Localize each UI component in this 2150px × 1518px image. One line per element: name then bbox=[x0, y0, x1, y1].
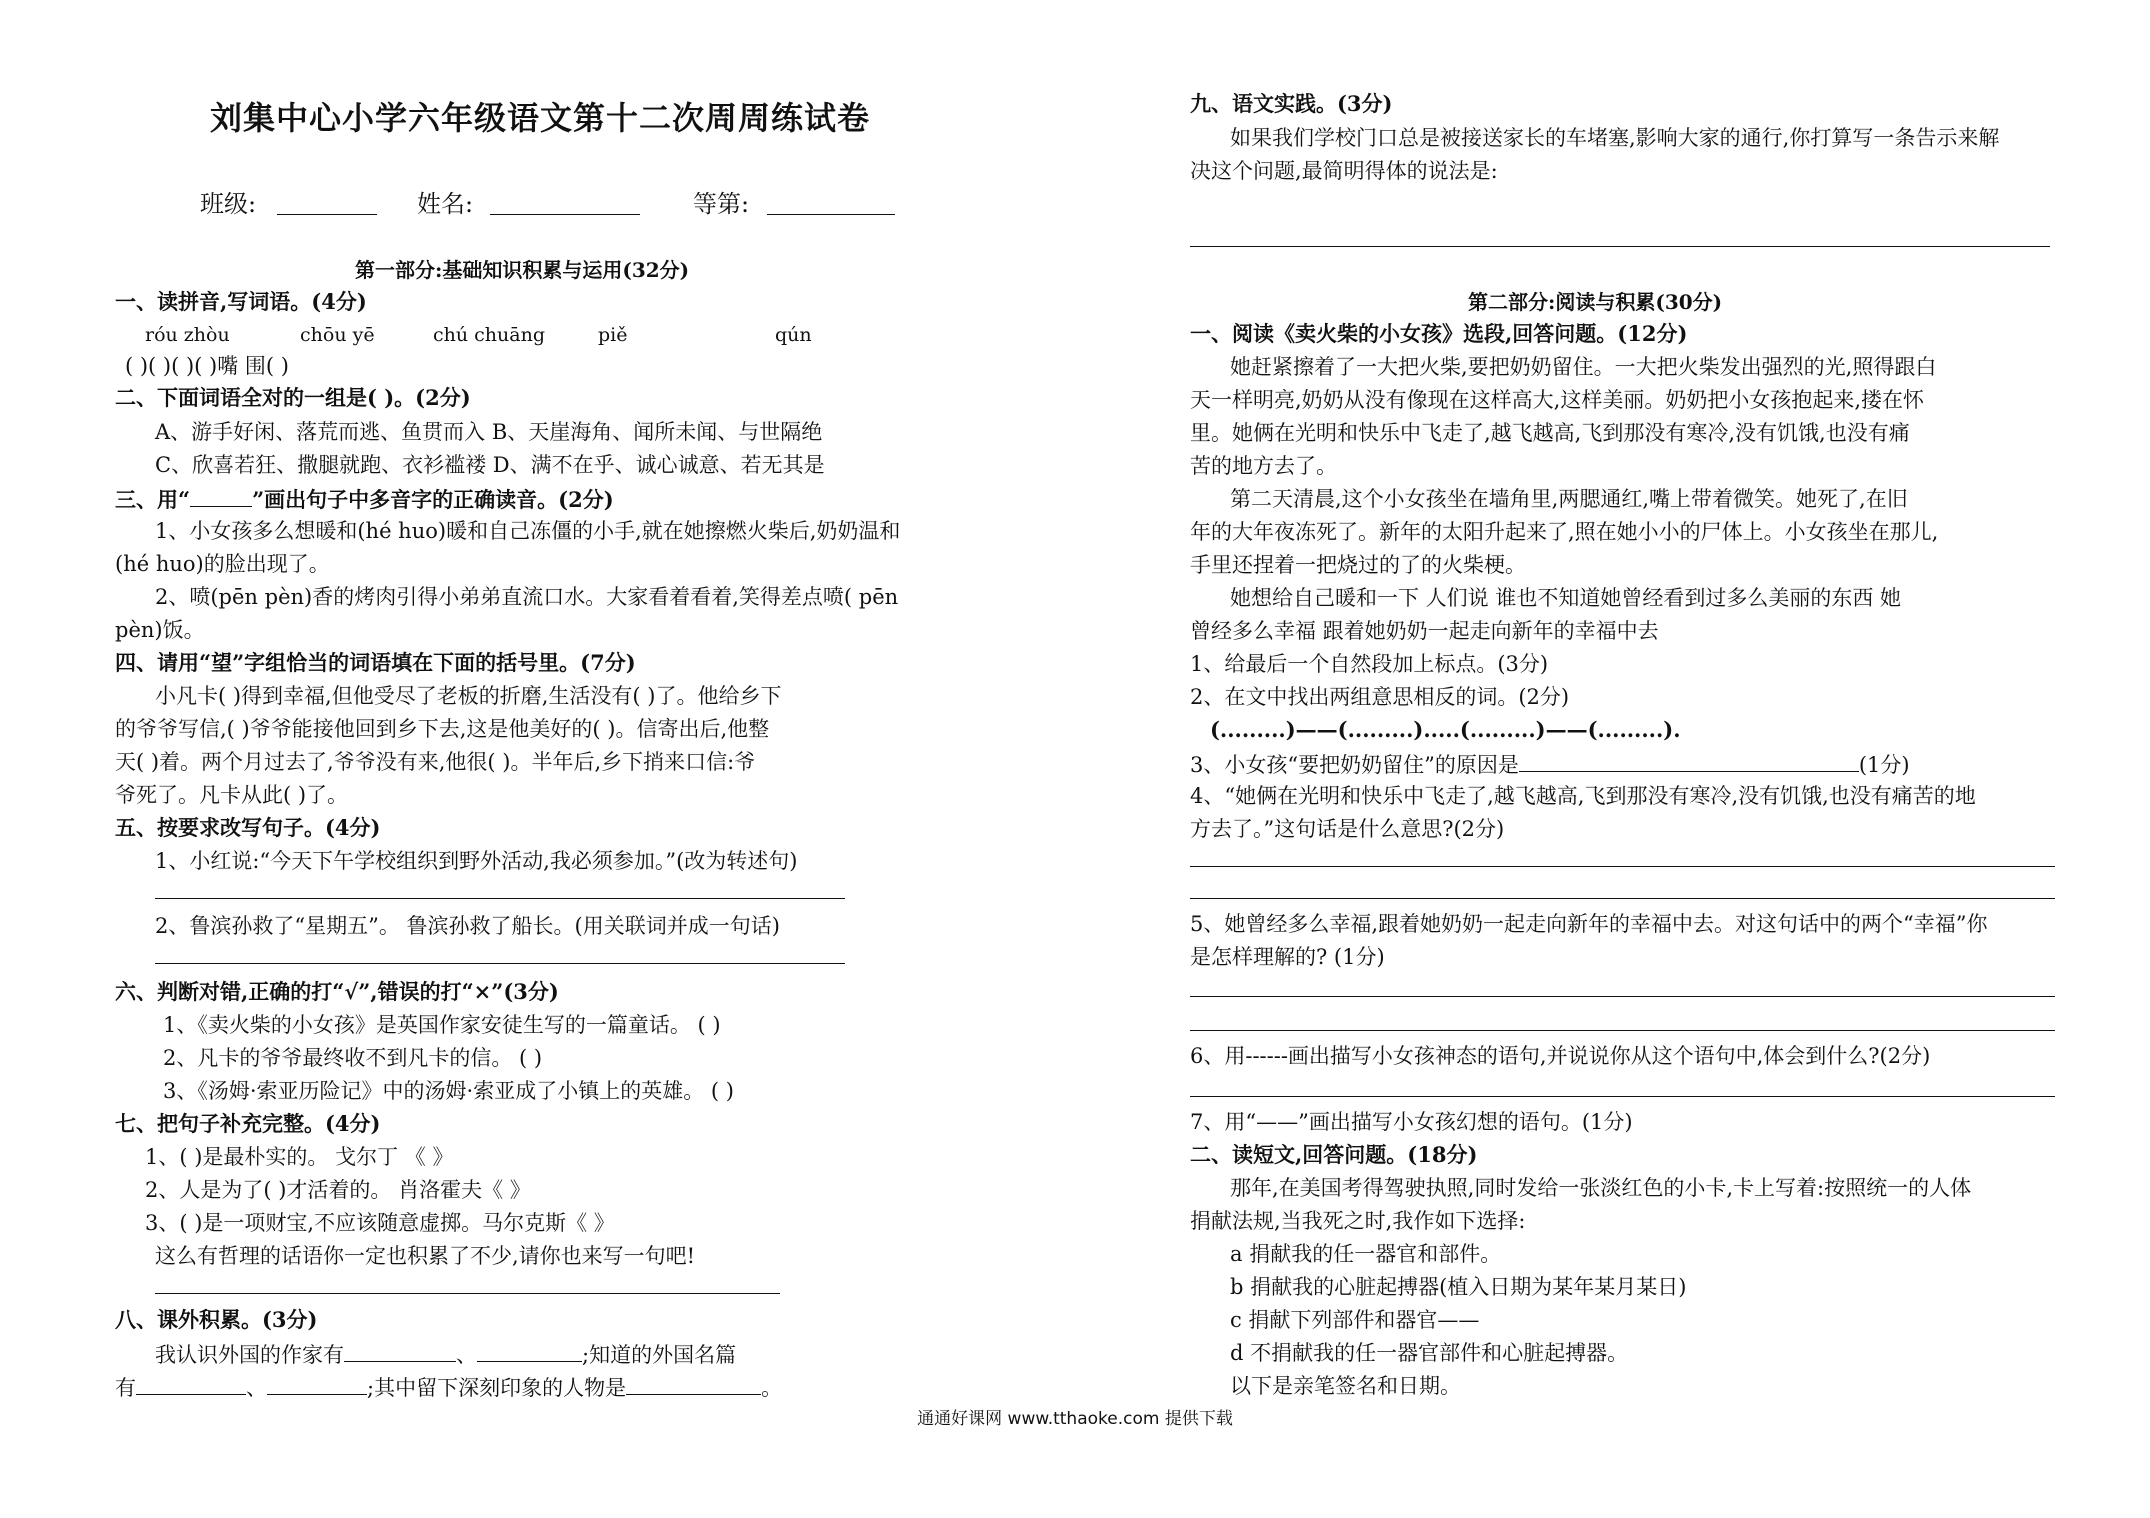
q8-period: 。 bbox=[761, 1376, 783, 1400]
r1-p3-line-1[interactable]: 她想给自己暖和一下 人们说 谁也不知道她曾经看到过多么美丽的东西 她 bbox=[1230, 586, 1902, 610]
q9-line-2: 决这个问题,最简明得体的说法是: bbox=[1190, 159, 1498, 183]
part2-heading: 第二部分:阅读与积累(30分) bbox=[1468, 290, 1723, 314]
r1-q4-answer-line-1[interactable] bbox=[1190, 866, 2055, 867]
q5-title: 五、按要求改写句子。(4分) bbox=[115, 815, 381, 840]
q6-statement-3[interactable]: 3、《汤姆·索亚历险记》中的汤姆·索亚成了小镇上的英雄。 ( ) bbox=[163, 1079, 734, 1103]
pinyin-3: chú chuāng bbox=[433, 324, 545, 346]
q8-line-2 bbox=[115, 1372, 782, 1402]
q8-author-blank-1[interactable] bbox=[344, 1339, 456, 1362]
q6-title: 六、判断对错,正确的打“√”,错误的打“×”(3分) bbox=[115, 979, 559, 1004]
r1-question-5b: 是怎样理解的? (1分) bbox=[1190, 945, 1385, 969]
q3-sentence-2a: 2、喷(pēn pèn)香的烤肉引得小弟弟直流口水。大家看着看着,笑得差点喷( pēn bbox=[155, 585, 899, 609]
q3-title-end: ”画出句子中多音字的正确读音。(2分) bbox=[252, 487, 614, 512]
q8-line-1 bbox=[155, 1339, 736, 1369]
q8-sep-1: 、 bbox=[456, 1343, 477, 1367]
q3-sentence-1a: 1、小女孩多么想暖和(hé huo)暖和自己冻僵的小手,就在她擦燃火柴后,奶奶温和 bbox=[155, 519, 901, 543]
name-field[interactable] bbox=[490, 214, 640, 215]
footer-credit: 通通好课网 www.tthaoke.com 提供下载 bbox=[917, 1409, 1233, 1429]
r2-line-2: 捐献法规,当我死之时,我作如下选择: bbox=[1190, 1209, 1526, 1233]
r1-question-3-text: 3、小女孩“要把奶奶留住”的原因是 bbox=[1190, 753, 1519, 777]
r1-p1-line-4: 苦的地方去了。 bbox=[1190, 454, 1337, 478]
q2-options-cd: C、欣喜若狂、撒腿就跑、衣衫褴褛 D、满不在乎、诚心诚意、若无其是 bbox=[155, 453, 825, 477]
r1-q4-answer-line-2[interactable] bbox=[1190, 898, 2055, 899]
q3-title-start: 三、用“ bbox=[115, 487, 191, 512]
class-label: 班级: bbox=[200, 190, 257, 218]
q8-work-blank-1[interactable] bbox=[136, 1372, 246, 1395]
r1-p2-line-1: 第二天清晨,这个小女孩坐在墙角里,两腮通红,嘴上带着微笑。她死了,在旧 bbox=[1230, 487, 1908, 511]
r1-question-2: 2、在文中找出两组意思相反的词。(2分) bbox=[1190, 685, 1570, 709]
q6-statement-2[interactable]: 2、凡卡的爷爷最终收不到凡卡的信。 ( ) bbox=[163, 1046, 543, 1070]
r2-option-d: d 不捐献我的任一器官部件和心脏起搏器。 bbox=[1230, 1341, 1629, 1365]
pinyin-1: róu zhòu bbox=[145, 324, 230, 346]
q8-title: 八、课外积累。(3分) bbox=[115, 1307, 318, 1332]
q8-character-blank[interactable] bbox=[626, 1372, 761, 1395]
grade-label: 等第: bbox=[693, 190, 750, 218]
q3-sentence-2b: pèn)饭。 bbox=[115, 618, 205, 642]
q4-line-4[interactable]: 爷死了。凡卡从此( )了。 bbox=[115, 783, 349, 807]
r1-question-3 bbox=[1190, 749, 1910, 779]
r2-signature-note: 以下是亲笔签名和日期。 bbox=[1230, 1374, 1461, 1398]
q8-text-works: ;知道的外国名篇 bbox=[582, 1343, 737, 1367]
r1-question-7: 7、用“——”画出描写小女孩幻想的语句。(1分) bbox=[1190, 1110, 1633, 1134]
r2-line-1: 那年,在美国考得驾驶执照,同时发给一张淡红色的小卡,卡上写着:按照统一的人体 bbox=[1230, 1176, 1972, 1200]
r1-q5-answer-line-1[interactable] bbox=[1190, 996, 2055, 997]
q5-answer-line-2[interactable] bbox=[155, 963, 845, 964]
q9-answer-line[interactable] bbox=[1190, 246, 2050, 247]
q8-sep-2: 、 bbox=[246, 1376, 267, 1400]
q8-text-have: 有 bbox=[115, 1376, 136, 1400]
q4-line-1[interactable]: 小凡卡( )得到幸福,但他受尽了老板的折磨,生活没有( )了。他给乡下 bbox=[155, 684, 782, 708]
q8-text-authors: 我认识外国的作家有 bbox=[155, 1343, 344, 1367]
name-label: 姓名: bbox=[417, 190, 474, 218]
r1-question-3-blank[interactable] bbox=[1519, 749, 1859, 772]
r1-p1-line-3: 里。她俩在光明和快乐中飞走了,越飞越高,飞到那没有寒冷,没有饥饿,也没有痛 bbox=[1190, 421, 1910, 445]
q3-title bbox=[115, 484, 614, 514]
r1-question-4b: 方去了。”这句话是什么意思?(2分) bbox=[1190, 817, 1505, 841]
q8-text-character: ;其中留下深刻印象的人物是 bbox=[367, 1376, 627, 1400]
q9-line-1: 如果我们学校门口总是被接送家长的车堵塞,影响大家的通行,你打算写一条告示来解 bbox=[1230, 126, 2000, 150]
q7-title: 七、把句子补充完整。(4分) bbox=[115, 1111, 381, 1136]
r2-option-a: a 捐献我的任一器官和部件。 bbox=[1230, 1242, 1502, 1266]
r2-title: 二、读短文,回答问题。(18分) bbox=[1190, 1142, 1478, 1167]
r1-question-5a: 5、她曾经多么幸福,跟着她奶奶一起走向新年的幸福中去。对这句话中的两个“幸福”你 bbox=[1190, 912, 1988, 936]
q6-statement-1[interactable]: 1、《卖火柴的小女孩》是英国作家安徒生写的一篇童话。 ( ) bbox=[163, 1013, 721, 1037]
r1-p1-line-2: 天一样明亮,奶奶从没有像现在这样高大,这样美丽。奶奶把小女孩抱起来,搂在怀 bbox=[1190, 388, 1925, 412]
q5-sentence-2: 2、鲁滨孙救了“星期五”。 鲁滨孙救了船长。(用关联词并成一句话) bbox=[155, 914, 780, 938]
r1-p2-line-3: 手里还捏着一把烧过的了的火柴梗。 bbox=[1190, 553, 1526, 577]
q5-sentence-1: 1、小红说:“今天下午学校组织到野外活动,我必须参加。”(改为转述句) bbox=[155, 849, 798, 873]
q1-title: 一、读拼音,写词语。(4分) bbox=[115, 289, 367, 314]
q7-sentence-3[interactable]: 3、( )是一项财宝,不应该随意虚掷。马尔克斯《 》 bbox=[145, 1211, 615, 1235]
q2-title: 二、下面词语全对的一组是( )。(2分) bbox=[115, 385, 471, 410]
pinyin-2: chōu yē bbox=[300, 324, 375, 346]
q4-title: 四、请用“望”字组恰当的词语填在下面的括号里。(7分) bbox=[115, 650, 636, 675]
r1-title: 一、阅读《卖火柴的小女孩》选段,回答问题。(12分) bbox=[1190, 321, 1688, 346]
q5-answer-line-1[interactable] bbox=[155, 898, 845, 899]
class-field[interactable] bbox=[277, 214, 377, 215]
q7-sentence-4: 这么有哲理的话语你一定也积累了不少,请你也来写一句吧! bbox=[155, 1244, 696, 1268]
r1-p2-line-2: 年的大年夜冻死了。新年的太阳升起来了,照在她小小的尸体上。小女孩坐在那儿, bbox=[1190, 520, 1939, 544]
r2-option-c: c 捐献下列部件和器官—— bbox=[1230, 1308, 1480, 1332]
page-title: 刘集中心小学六年级语文第十二次周周练试卷 bbox=[210, 99, 871, 137]
r1-question-4a: 4、“她俩在光明和快乐中飞走了,越飞越高,飞到那没有寒冷,没有饥饿,也没有痛苦的地 bbox=[1190, 784, 1976, 808]
r1-question-1: 1、给最后一个自然段加上标点。(3分) bbox=[1190, 652, 1549, 676]
r1-question-6: 6、用------画出描写小女孩神态的语句,并说说你从这个语句中,体会到什么?(2分) bbox=[1190, 1044, 1931, 1068]
q1-answer-brackets[interactable]: ( )( )( )( )嘴 围( ) bbox=[125, 354, 289, 378]
r1-p1-line-1: 她赶紧擦着了一大把火柴,要把奶奶留住。一大把火柴发出强烈的光,照得跟白 bbox=[1230, 355, 1937, 379]
q9-title: 九、语文实践。(3分) bbox=[1190, 91, 1393, 116]
underline-sample bbox=[190, 484, 252, 507]
q7-answer-line[interactable] bbox=[155, 1293, 780, 1294]
r1-q5-answer-line-2[interactable] bbox=[1190, 1030, 2055, 1031]
part1-heading: 第一部分:基础知识积累与运用(32分) bbox=[355, 258, 690, 282]
grade-field[interactable] bbox=[767, 214, 895, 215]
q7-sentence-2[interactable]: 2、人是为了( )才活着的。 肖洛霍夫《 》 bbox=[145, 1178, 531, 1202]
r1-p3-line-2[interactable]: 曾经多么幸福 跟着她奶奶一起走向新年的幸福中去 bbox=[1190, 619, 1659, 643]
pinyin-4: piě bbox=[598, 324, 628, 346]
q8-author-blank-2[interactable] bbox=[477, 1339, 582, 1362]
pinyin-5: qún bbox=[775, 324, 812, 346]
r1-q6-answer-line[interactable] bbox=[1190, 1096, 2055, 1097]
r1-question-3-score: (1分) bbox=[1858, 753, 1910, 777]
q7-sentence-1[interactable]: 1、( )是最朴实的。 戈尔丁 《 》 bbox=[145, 1145, 454, 1169]
q3-sentence-1b: (hé huo)的脸出现了。 bbox=[115, 552, 330, 576]
q2-options-ab: A、游手好闲、落荒而逃、鱼贯而入 B、天崖海角、闻所未闻、与世隔绝 bbox=[155, 420, 823, 444]
q4-line-3[interactable]: 天( )着。两个月过去了,爷爷没有来,他很( )。半年后,乡下捎来口信:爷 bbox=[115, 750, 756, 774]
q4-line-2[interactable]: 的爷爷写信,( )爷爷能接他回到乡下去,这是他美好的( )。信寄出后,他整 bbox=[115, 717, 770, 741]
q8-work-blank-2[interactable] bbox=[267, 1372, 367, 1395]
r2-option-b: b 捐献我的心脏起搏器(植入日期为某年某月某日) bbox=[1230, 1275, 1687, 1299]
r1-question-2-blanks[interactable]: (.........)——(.........).....(.........)——(.........). bbox=[1210, 717, 1681, 742]
